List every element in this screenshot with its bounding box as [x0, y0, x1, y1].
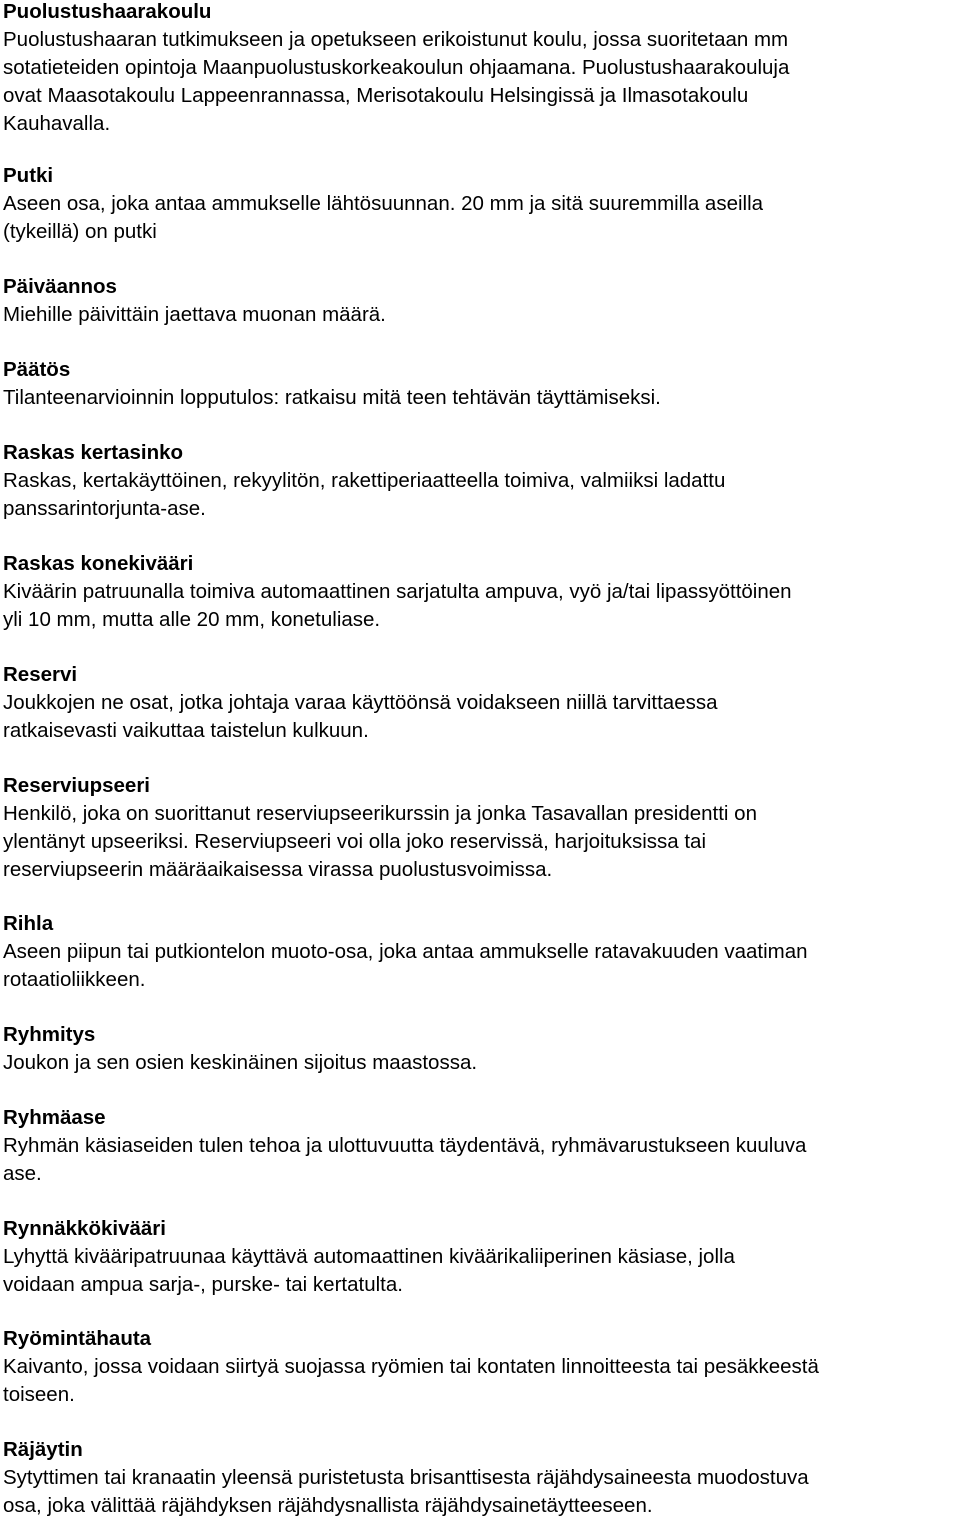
glossary-entry-ryhmitys	[3, 1021, 953, 1077]
entry-definition-line: Puolustushaaran tutkimukseen ja opetukseen erikoistunut koulu, jossa suoritetaan mm	[3, 28, 789, 51]
entry-definition-line: yli 10 mm, mutta alle 20 mm, konetuliase.	[3, 608, 381, 631]
entry-definition-line: Ryhmän käsiaseiden tulen tehoa ja ulottuvuutta täydentävä, ryhmävarustukseen kuuluva	[3, 1134, 807, 1157]
entry-definition-line: Kiväärin patruunalla toimiva automaattinen sarjatulta ampuva, vyö ja/tai lipassyöttöinen	[3, 580, 792, 603]
glossary-entry-ryomintahauta	[3, 1325, 953, 1409]
entry-definition-line: Aseen osa, joka antaa ammukselle lähtösuunnan. 20 mm ja sitä suuremmilla aseilla	[3, 192, 764, 215]
entry-definition-line: Aseen piipun tai putkiontelon muoto-osa, joka antaa ammukselle ratavakuuden vaatiman	[3, 940, 808, 963]
entry-definition-line: Kauhavalla.	[3, 112, 111, 135]
entry-definition-line: panssarintorjunta-ase.	[3, 497, 206, 520]
entry-term: Raskas kertasinko	[3, 441, 184, 464]
entry-term: Räjäytin	[3, 1438, 83, 1461]
entry-definition-line: reserviupseerin määräaikaisessa virassa puolustusvoimissa.	[3, 858, 553, 881]
glossary-entry-raskas-konekivaari	[3, 550, 953, 634]
entry-definition-line: Henkilö, joka on suorittanut reserviupseerikurssin ja jonka Tasavallan presidentti on	[3, 802, 757, 825]
glossary-entry-raskas-kertasinko	[3, 439, 953, 523]
glossary-entry-rajaytin	[3, 1436, 953, 1520]
entry-definition-line: sotatieteiden opintoja Maanpuolustuskorkeakoulun ohjaamana. Puolustushaarakouluja	[3, 56, 790, 79]
entry-definition-line: ylentänyt upseeriksi. Reserviupseeri voi olla joko reservissä, harjoituksissa tai	[3, 830, 706, 853]
entry-definition-line: Kaivanto, jossa voidaan siirtyä suojassa ryömien tai kontaten linnoitteesta tai pesäkkeestä	[3, 1355, 819, 1378]
glossary-entry-reserviupseeri	[3, 772, 953, 884]
entry-term: Ryhmitys	[3, 1023, 96, 1046]
entry-term: Reserviupseeri	[3, 774, 151, 797]
entry-definition-line: ratkaisevasti vaikuttaa taistelun kulkuun.	[3, 719, 369, 742]
entry-definition-line: toiseen.	[3, 1383, 75, 1406]
entry-term: Ryömintähauta	[3, 1327, 152, 1350]
entry-definition-line: voidaan ampua sarja-, purske- tai kertatulta.	[3, 1273, 403, 1296]
entry-term: Puolustushaarakoulu	[3, 0, 212, 23]
entry-term: Rynnäkkökivääri	[3, 1217, 166, 1240]
glossary-entry-rihla	[3, 910, 953, 994]
glossary-entry-paatos	[3, 356, 953, 412]
glossary-entry-rynnakkokivaari	[3, 1215, 953, 1299]
entry-term: Rihla	[3, 912, 54, 935]
entry-term: Raskas konekivääri	[3, 552, 194, 575]
entry-term: Putki	[3, 164, 54, 187]
glossary-entry-puolustushaarakoulu	[3, 0, 953, 138]
entry-definition-line: Tilanteenarvioinnin lopputulos: ratkaisu mitä teen tehtävän täyttämiseksi.	[3, 386, 661, 409]
entry-definition-line: osa, joka välittää räjähdyksen räjähdysnallista räjähdysainetäytteeseen.	[3, 1494, 653, 1517]
glossary-entry-paivaannos	[3, 273, 953, 329]
entry-term: Päiväannos	[3, 275, 117, 298]
entry-term: Reservi	[3, 663, 78, 686]
entry-term: Päätös	[3, 358, 71, 381]
glossary-entry-ryhmaase	[3, 1104, 953, 1188]
entry-definition-line: Joukon ja sen osien keskinäinen sijoitus maastossa.	[3, 1051, 478, 1074]
entry-definition-line: ovat Maasotakoulu Lappeenrannassa, Merisotakoulu Helsingissä ja Ilmasotakoulu	[3, 84, 749, 107]
entry-definition-line: rotaatioliikkeen.	[3, 968, 146, 991]
entry-definition-line: Miehille päivittäin jaettava muonan määrä.	[3, 303, 386, 326]
entry-definition-line: Raskas, kertakäyttöinen, rekyylitön, rakettiperiaatteella toimiva, valmiiksi ladattu	[3, 469, 726, 492]
entry-definition-line: Joukkojen ne osat, jotka johtaja varaa käyttöönsä voidakseen niillä tarvittaessa	[3, 691, 718, 714]
glossary-entry-reservi	[3, 661, 953, 745]
glossary-entry-putki	[3, 162, 953, 246]
entry-definition-line: ase.	[3, 1162, 42, 1185]
entry-definition-line: Sytyttimen tai kranaatin yleensä puristetusta brisanttisesta räjähdysaineesta muodostuva	[3, 1466, 809, 1489]
entry-definition-line: (tykeillä) on putki	[3, 220, 157, 243]
entry-term: Ryhmäase	[3, 1106, 106, 1129]
entry-definition-line: Lyhyttä kivääripatruunaa käyttävä automaattinen kiväärikaliiperinen käsiase, jolla	[3, 1245, 735, 1268]
